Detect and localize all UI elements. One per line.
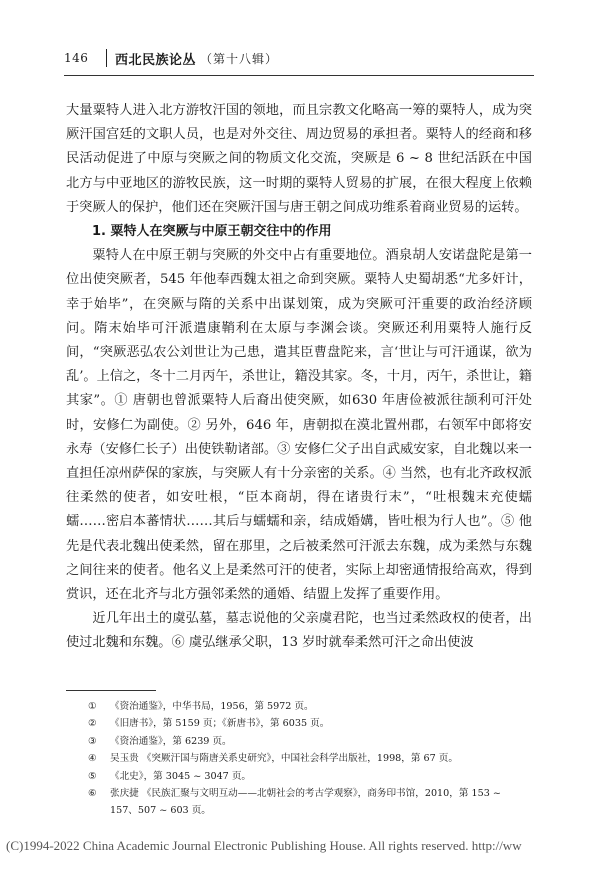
running-header xyxy=(64,46,534,70)
footnote-text: 《资治通鉴》，第 6239 页。 xyxy=(110,735,232,747)
paragraph: 近几年出土的虞弘墓，墓志说他的父亲虞君陀，也当过柔然政权的使者，出使过北魏和东魏。⑥ 虞弘继承父职，13 岁时就奉柔然可汗之命出使波 xyxy=(66,611,532,651)
footnote-mark: ④ xyxy=(88,753,97,765)
header-divider xyxy=(106,49,107,67)
paragraph: 粟特人在中原王朝与突厥的外交中占有重要地位。酒泉胡人安诺盘陀是第一位出使突厥者，545 年他奉西魏太祖之命到突厥。粟特人史蜀胡悉“尤多奸计，幸于始毕”，在突厥与隋的关系中出谋划策，成为突厥可汗重要的政治经济顾问。隋末始毕可汗派遣康鞘利在太原与李渊会谈。突厥还利用粟特人施行反间，“突厥恶弘农公刘世让为己患，遣其臣曹盘陀来，言‘世让与可汗通谋，欲为乱’。上信之，冬十二月丙午，杀世让，籍没其家。冬，十月，丙午，杀世让，籍其家”。① 唐朝也曾派粟特人后裔出使突厥，如630 年唐俭被派往颉利可汗处时，安修仁为副使。② 另外，646 年，唐朝拟在漠北置州郡，右领军中郎将安永寿（安修仁长子）出使铁勒诸部。③ 安修仁父子出自武威安家，自北魏以来一直担任凉州萨保的家族，与突厥人有十分亲密的关系。④ 当然，也有北齐政权派往柔然的使者，如安吐根，“臣本商胡，得在诸贵行末”，“吐根魏末充使蠕蠕……密启本蕃情状……其后与蠕蠕和亲，结成婚媾，皆吐根为行人也”。⑤ 他先是代表北魏出使柔然，留在那里，之后被柔然可汗派去东魏，成为柔然与东魏之间往来的使者。他名义上是柔然可汗的使者，实际上却密通情报给高欢，得到赏识，还在北齐与北方强邻柔然的通婚、结盟上发挥了重要作用。 xyxy=(66,248,532,603)
footnote xyxy=(88,698,528,715)
footnote xyxy=(88,785,528,820)
footnote-mark: ③ xyxy=(88,735,97,747)
footnote-mark: ① xyxy=(88,701,97,712)
journal-title: 西北民族论丛 xyxy=(115,52,197,68)
footnote xyxy=(88,768,528,785)
footnote-text: 《北史》，第 3045 ~ 3047 页。 xyxy=(110,770,252,782)
footnote-separator xyxy=(66,690,156,691)
footnote xyxy=(88,750,528,767)
header-rule xyxy=(64,75,534,76)
copyright-notice: (C)1994-2022 China Academic Journal Electronic Publishing House. All rights reserved. http://ww xyxy=(6,838,522,853)
footnote-text: 张庆捷 《民族汇聚与文明互动——北朝社会的考古学观察》，商务印书馆，2010，第 153 ~ 157、507 ~ 603 页。 xyxy=(110,788,501,817)
article-body xyxy=(66,99,532,656)
footnote-mark: ② xyxy=(88,718,97,730)
footnote xyxy=(88,733,528,750)
paragraph-continued: 大量粟特人进入北方游牧汗国的领地，而且宗教文化略高一筹的粟特人，成为突厥汗国宫廷的文职人员，也是对外交往、周边贸易的承担者。粟特人的经商和移民活动促进了中原与突厥之间的物质文化交流，突厥是 6 ~ 8 世纪活跃在中国北方与中亚地区的游牧民族，这一时期的粟特人贸易的扩展，在很大程度上依赖于突厥人的保护，他们还在突厥汗国与唐王朝之间成功维系着商业贸易的运转。 xyxy=(66,103,532,215)
section-heading: 1. 粟特人在突厥与中原王朝交往中的作用 xyxy=(92,224,332,240)
footnote-mark: ⑤ xyxy=(88,770,97,782)
footnote-text: 《资治通鉴》，中华书局，1956，第 5972 页。 xyxy=(110,701,314,712)
footnote xyxy=(88,715,528,732)
footnotes xyxy=(88,698,528,820)
footnote-mark: ⑥ xyxy=(88,788,97,800)
footnote-text: 吴玉贵 《突厥汗国与隋唐关系史研究》，中国社会科学出版社，1998，第 67 页。 xyxy=(110,753,458,765)
issue-label: （第十八辑） xyxy=(200,51,279,66)
page-number: 146 xyxy=(64,51,89,65)
footnote-text: 《旧唐书》，第 5159 页；《新唐书》，第 6035 页。 xyxy=(110,718,330,730)
